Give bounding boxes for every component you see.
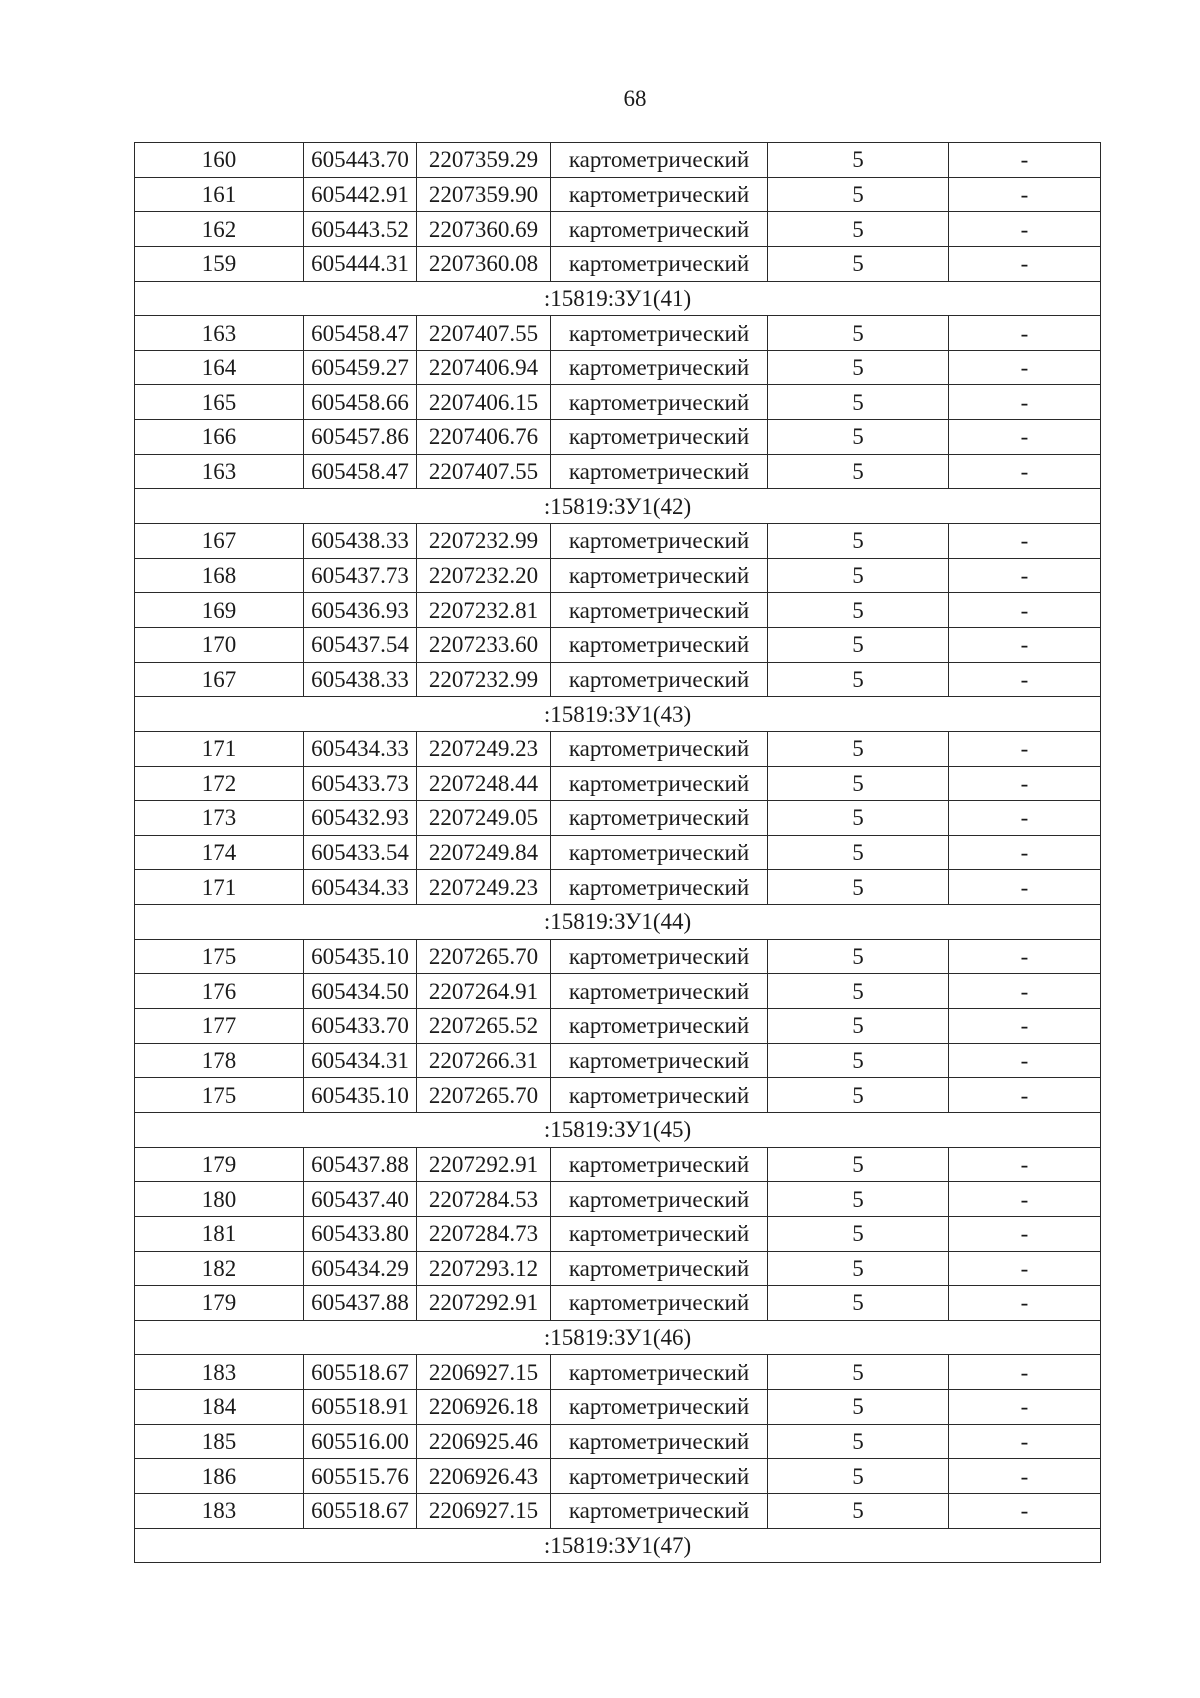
description-cell: - bbox=[949, 593, 1101, 628]
table-row bbox=[135, 350, 1101, 385]
description-cell: - bbox=[949, 454, 1101, 489]
table-row bbox=[135, 974, 1101, 1009]
method-cell: картометрический bbox=[551, 420, 768, 455]
x-coordinate-cell: 605516.00 bbox=[304, 1424, 417, 1459]
point-number-cell: 167 bbox=[135, 524, 304, 559]
y-coordinate-cell: 2207284.53 bbox=[417, 1182, 551, 1217]
accuracy-cell: 5 bbox=[768, 558, 949, 593]
table-row bbox=[135, 731, 1101, 766]
method-cell: картометрический bbox=[551, 662, 768, 697]
description-cell: - bbox=[949, 974, 1101, 1009]
table-row bbox=[135, 1493, 1101, 1528]
x-coordinate-cell: 605444.31 bbox=[304, 246, 417, 281]
description-cell: - bbox=[949, 835, 1101, 870]
section-header-row bbox=[135, 1528, 1101, 1563]
table-row bbox=[135, 1078, 1101, 1113]
accuracy-cell: 5 bbox=[768, 1286, 949, 1321]
point-number-cell: 170 bbox=[135, 627, 304, 662]
x-coordinate-cell: 605432.93 bbox=[304, 801, 417, 836]
section-header-label: :15819:ЗУ1(44) bbox=[135, 905, 1101, 940]
method-cell: картометрический bbox=[551, 350, 768, 385]
point-number-cell: 169 bbox=[135, 593, 304, 628]
table-row bbox=[135, 316, 1101, 351]
x-coordinate-cell: 605438.33 bbox=[304, 662, 417, 697]
x-coordinate-cell: 605437.88 bbox=[304, 1147, 417, 1182]
method-cell: картометрический bbox=[551, 1355, 768, 1390]
page-number: 68 bbox=[623, 86, 647, 111]
accuracy-cell: 5 bbox=[768, 939, 949, 974]
accuracy-cell: 5 bbox=[768, 662, 949, 697]
y-coordinate-cell: 2207249.23 bbox=[417, 731, 551, 766]
table-row bbox=[135, 593, 1101, 628]
accuracy-cell: 5 bbox=[768, 870, 949, 905]
point-number-cell: 160 bbox=[135, 143, 304, 178]
method-cell: картометрический bbox=[551, 524, 768, 559]
x-coordinate-cell: 605435.10 bbox=[304, 1078, 417, 1113]
description-cell: - bbox=[949, 627, 1101, 662]
x-coordinate-cell: 605458.47 bbox=[304, 316, 417, 351]
accuracy-cell: 5 bbox=[768, 627, 949, 662]
section-header-row bbox=[135, 905, 1101, 940]
method-cell: картометрический bbox=[551, 1216, 768, 1251]
description-cell: - bbox=[949, 1216, 1101, 1251]
method-cell: картометрический bbox=[551, 974, 768, 1009]
section-header-row bbox=[135, 1320, 1101, 1355]
table-row bbox=[135, 939, 1101, 974]
y-coordinate-cell: 2207248.44 bbox=[417, 766, 551, 801]
y-coordinate-cell: 2207292.91 bbox=[417, 1147, 551, 1182]
table-row bbox=[135, 627, 1101, 662]
method-cell: картометрический bbox=[551, 1251, 768, 1286]
point-number-cell: 175 bbox=[135, 1078, 304, 1113]
x-coordinate-cell: 605434.50 bbox=[304, 974, 417, 1009]
description-cell: - bbox=[949, 939, 1101, 974]
y-coordinate-cell: 2207232.81 bbox=[417, 593, 551, 628]
table-row bbox=[135, 766, 1101, 801]
point-number-cell: 164 bbox=[135, 350, 304, 385]
accuracy-cell: 5 bbox=[768, 801, 949, 836]
description-cell: - bbox=[949, 1286, 1101, 1321]
table-row bbox=[135, 1251, 1101, 1286]
method-cell: картометрический bbox=[551, 454, 768, 489]
point-number-cell: 179 bbox=[135, 1147, 304, 1182]
x-coordinate-cell: 605435.10 bbox=[304, 939, 417, 974]
point-number-cell: 175 bbox=[135, 939, 304, 974]
description-cell: - bbox=[949, 1424, 1101, 1459]
description-cell: - bbox=[949, 1182, 1101, 1217]
table-row bbox=[135, 1216, 1101, 1251]
accuracy-cell: 5 bbox=[768, 1043, 949, 1078]
y-coordinate-cell: 2207249.84 bbox=[417, 835, 551, 870]
accuracy-cell: 5 bbox=[768, 316, 949, 351]
table-row bbox=[135, 454, 1101, 489]
description-cell: - bbox=[949, 177, 1101, 212]
y-coordinate-cell: 2207232.99 bbox=[417, 662, 551, 697]
x-coordinate-cell: 605437.54 bbox=[304, 627, 417, 662]
accuracy-cell: 5 bbox=[768, 1216, 949, 1251]
accuracy-cell: 5 bbox=[768, 143, 949, 178]
y-coordinate-cell: 2207359.90 bbox=[417, 177, 551, 212]
x-coordinate-cell: 605433.70 bbox=[304, 1009, 417, 1044]
point-number-cell: 168 bbox=[135, 558, 304, 593]
method-cell: картометрический bbox=[551, 316, 768, 351]
accuracy-cell: 5 bbox=[768, 974, 949, 1009]
description-cell: - bbox=[949, 1009, 1101, 1044]
x-coordinate-cell: 605437.40 bbox=[304, 1182, 417, 1217]
table-row bbox=[135, 246, 1101, 281]
method-cell: картометрический bbox=[551, 870, 768, 905]
x-coordinate-cell: 605518.67 bbox=[304, 1355, 417, 1390]
point-number-cell: 183 bbox=[135, 1493, 304, 1528]
accuracy-cell: 5 bbox=[768, 1251, 949, 1286]
accuracy-cell: 5 bbox=[768, 1078, 949, 1113]
table-row bbox=[135, 212, 1101, 247]
accuracy-cell: 5 bbox=[768, 177, 949, 212]
section-header-label: :15819:ЗУ1(47) bbox=[135, 1528, 1101, 1563]
point-number-cell: 167 bbox=[135, 662, 304, 697]
accuracy-cell: 5 bbox=[768, 454, 949, 489]
y-coordinate-cell: 2207406.76 bbox=[417, 420, 551, 455]
method-cell: картометрический bbox=[551, 1390, 768, 1425]
x-coordinate-cell: 605458.47 bbox=[304, 454, 417, 489]
y-coordinate-cell: 2207293.12 bbox=[417, 1251, 551, 1286]
method-cell: картометрический bbox=[551, 1078, 768, 1113]
coordinates-table bbox=[134, 142, 1101, 1563]
description-cell: - bbox=[949, 1147, 1101, 1182]
point-number-cell: 181 bbox=[135, 1216, 304, 1251]
accuracy-cell: 5 bbox=[768, 385, 949, 420]
y-coordinate-cell: 2207264.91 bbox=[417, 974, 551, 1009]
method-cell: картометрический bbox=[551, 177, 768, 212]
description-cell: - bbox=[949, 1078, 1101, 1113]
table-row bbox=[135, 1182, 1101, 1217]
x-coordinate-cell: 605434.33 bbox=[304, 731, 417, 766]
coordinates-table-body bbox=[135, 143, 1101, 1563]
point-number-cell: 183 bbox=[135, 1355, 304, 1390]
method-cell: картометрический bbox=[551, 1043, 768, 1078]
y-coordinate-cell: 2207359.29 bbox=[417, 143, 551, 178]
description-cell: - bbox=[949, 316, 1101, 351]
method-cell: картометрический bbox=[551, 627, 768, 662]
table-row bbox=[135, 835, 1101, 870]
y-coordinate-cell: 2207233.60 bbox=[417, 627, 551, 662]
section-header-row bbox=[135, 1112, 1101, 1147]
section-header-label: :15819:ЗУ1(45) bbox=[135, 1112, 1101, 1147]
method-cell: картометрический bbox=[551, 1009, 768, 1044]
table-row bbox=[135, 524, 1101, 559]
method-cell: картометрический bbox=[551, 385, 768, 420]
x-coordinate-cell: 605433.73 bbox=[304, 766, 417, 801]
method-cell: картометрический bbox=[551, 143, 768, 178]
section-header-row bbox=[135, 281, 1101, 316]
x-coordinate-cell: 605434.31 bbox=[304, 1043, 417, 1078]
accuracy-cell: 5 bbox=[768, 1493, 949, 1528]
method-cell: картометрический bbox=[551, 939, 768, 974]
point-number-cell: 180 bbox=[135, 1182, 304, 1217]
accuracy-cell: 5 bbox=[768, 1390, 949, 1425]
x-coordinate-cell: 605438.33 bbox=[304, 524, 417, 559]
x-coordinate-cell: 605459.27 bbox=[304, 350, 417, 385]
point-number-cell: 171 bbox=[135, 870, 304, 905]
accuracy-cell: 5 bbox=[768, 766, 949, 801]
y-coordinate-cell: 2207406.94 bbox=[417, 350, 551, 385]
table-row bbox=[135, 1009, 1101, 1044]
point-number-cell: 159 bbox=[135, 246, 304, 281]
method-cell: картометрический bbox=[551, 593, 768, 628]
point-number-cell: 166 bbox=[135, 420, 304, 455]
description-cell: - bbox=[949, 1390, 1101, 1425]
point-number-cell: 163 bbox=[135, 316, 304, 351]
description-cell: - bbox=[949, 212, 1101, 247]
method-cell: картометрический bbox=[551, 766, 768, 801]
x-coordinate-cell: 605433.54 bbox=[304, 835, 417, 870]
point-number-cell: 172 bbox=[135, 766, 304, 801]
table-row bbox=[135, 1390, 1101, 1425]
point-number-cell: 177 bbox=[135, 1009, 304, 1044]
y-coordinate-cell: 2207406.15 bbox=[417, 385, 551, 420]
section-header-label: :15819:ЗУ1(43) bbox=[135, 697, 1101, 732]
table-row bbox=[135, 1147, 1101, 1182]
accuracy-cell: 5 bbox=[768, 1009, 949, 1044]
description-cell: - bbox=[949, 385, 1101, 420]
accuracy-cell: 5 bbox=[768, 1182, 949, 1217]
table-row bbox=[135, 1043, 1101, 1078]
accuracy-cell: 5 bbox=[768, 731, 949, 766]
point-number-cell: 171 bbox=[135, 731, 304, 766]
x-coordinate-cell: 605457.86 bbox=[304, 420, 417, 455]
description-cell: - bbox=[949, 870, 1101, 905]
accuracy-cell: 5 bbox=[768, 1147, 949, 1182]
y-coordinate-cell: 2206927.15 bbox=[417, 1355, 551, 1390]
point-number-cell: 179 bbox=[135, 1286, 304, 1321]
table-row bbox=[135, 385, 1101, 420]
x-coordinate-cell: 605434.29 bbox=[304, 1251, 417, 1286]
point-number-cell: 174 bbox=[135, 835, 304, 870]
x-coordinate-cell: 605437.73 bbox=[304, 558, 417, 593]
method-cell: картометрический bbox=[551, 1459, 768, 1494]
method-cell: картометрический bbox=[551, 835, 768, 870]
point-number-cell: 186 bbox=[135, 1459, 304, 1494]
y-coordinate-cell: 2207265.70 bbox=[417, 1078, 551, 1113]
y-coordinate-cell: 2206927.15 bbox=[417, 1493, 551, 1528]
description-cell: - bbox=[949, 524, 1101, 559]
x-coordinate-cell: 605433.80 bbox=[304, 1216, 417, 1251]
x-coordinate-cell: 605515.76 bbox=[304, 1459, 417, 1494]
accuracy-cell: 5 bbox=[768, 1459, 949, 1494]
x-coordinate-cell: 605443.70 bbox=[304, 143, 417, 178]
y-coordinate-cell: 2207249.23 bbox=[417, 870, 551, 905]
y-coordinate-cell: 2207266.31 bbox=[417, 1043, 551, 1078]
y-coordinate-cell: 2207292.91 bbox=[417, 1286, 551, 1321]
x-coordinate-cell: 605436.93 bbox=[304, 593, 417, 628]
accuracy-cell: 5 bbox=[768, 212, 949, 247]
y-coordinate-cell: 2207407.55 bbox=[417, 316, 551, 351]
point-number-cell: 163 bbox=[135, 454, 304, 489]
point-number-cell: 178 bbox=[135, 1043, 304, 1078]
section-header-label: :15819:ЗУ1(46) bbox=[135, 1320, 1101, 1355]
x-coordinate-cell: 605518.91 bbox=[304, 1390, 417, 1425]
description-cell: - bbox=[949, 350, 1101, 385]
y-coordinate-cell: 2207249.05 bbox=[417, 801, 551, 836]
point-number-cell: 173 bbox=[135, 801, 304, 836]
table-row bbox=[135, 177, 1101, 212]
accuracy-cell: 5 bbox=[768, 420, 949, 455]
table-row bbox=[135, 1286, 1101, 1321]
description-cell: - bbox=[949, 662, 1101, 697]
accuracy-cell: 5 bbox=[768, 1424, 949, 1459]
description-cell: - bbox=[949, 1459, 1101, 1494]
accuracy-cell: 5 bbox=[768, 835, 949, 870]
method-cell: картометрический bbox=[551, 558, 768, 593]
section-header-row bbox=[135, 697, 1101, 732]
section-header-label: :15819:ЗУ1(42) bbox=[135, 489, 1101, 524]
y-coordinate-cell: 2207407.55 bbox=[417, 454, 551, 489]
description-cell: - bbox=[949, 1493, 1101, 1528]
x-coordinate-cell: 605442.91 bbox=[304, 177, 417, 212]
point-number-cell: 162 bbox=[135, 212, 304, 247]
description-cell: - bbox=[949, 246, 1101, 281]
y-coordinate-cell: 2207232.99 bbox=[417, 524, 551, 559]
description-cell: - bbox=[949, 143, 1101, 178]
y-coordinate-cell: 2206926.43 bbox=[417, 1459, 551, 1494]
x-coordinate-cell: 605443.52 bbox=[304, 212, 417, 247]
method-cell: картометрический bbox=[551, 731, 768, 766]
description-cell: - bbox=[949, 420, 1101, 455]
table-row bbox=[135, 420, 1101, 455]
point-number-cell: 161 bbox=[135, 177, 304, 212]
method-cell: картометрический bbox=[551, 1424, 768, 1459]
description-cell: - bbox=[949, 1355, 1101, 1390]
description-cell: - bbox=[949, 766, 1101, 801]
point-number-cell: 185 bbox=[135, 1424, 304, 1459]
x-coordinate-cell: 605437.88 bbox=[304, 1286, 417, 1321]
method-cell: картометрический bbox=[551, 212, 768, 247]
point-number-cell: 165 bbox=[135, 385, 304, 420]
y-coordinate-cell: 2207360.69 bbox=[417, 212, 551, 247]
description-cell: - bbox=[949, 1251, 1101, 1286]
y-coordinate-cell: 2207284.73 bbox=[417, 1216, 551, 1251]
accuracy-cell: 5 bbox=[768, 593, 949, 628]
x-coordinate-cell: 605458.66 bbox=[304, 385, 417, 420]
accuracy-cell: 5 bbox=[768, 350, 949, 385]
section-header-row bbox=[135, 489, 1101, 524]
accuracy-cell: 5 bbox=[768, 1355, 949, 1390]
description-cell: - bbox=[949, 731, 1101, 766]
y-coordinate-cell: 2207265.52 bbox=[417, 1009, 551, 1044]
y-coordinate-cell: 2206926.18 bbox=[417, 1390, 551, 1425]
method-cell: картометрический bbox=[551, 1147, 768, 1182]
table-row bbox=[135, 1424, 1101, 1459]
point-number-cell: 182 bbox=[135, 1251, 304, 1286]
accuracy-cell: 5 bbox=[768, 524, 949, 559]
point-number-cell: 176 bbox=[135, 974, 304, 1009]
description-cell: - bbox=[949, 801, 1101, 836]
y-coordinate-cell: 2207232.20 bbox=[417, 558, 551, 593]
table-row bbox=[135, 1355, 1101, 1390]
table-row bbox=[135, 870, 1101, 905]
x-coordinate-cell: 605434.33 bbox=[304, 870, 417, 905]
table-row bbox=[135, 1459, 1101, 1494]
accuracy-cell: 5 bbox=[768, 246, 949, 281]
table-row bbox=[135, 662, 1101, 697]
method-cell: картометрический bbox=[551, 1493, 768, 1528]
y-coordinate-cell: 2207360.08 bbox=[417, 246, 551, 281]
table-row bbox=[135, 143, 1101, 178]
point-number-cell: 184 bbox=[135, 1390, 304, 1425]
description-cell: - bbox=[949, 558, 1101, 593]
y-coordinate-cell: 2207265.70 bbox=[417, 939, 551, 974]
y-coordinate-cell: 2206925.46 bbox=[417, 1424, 551, 1459]
method-cell: картометрический bbox=[551, 1182, 768, 1217]
table-row bbox=[135, 801, 1101, 836]
method-cell: картометрический bbox=[551, 801, 768, 836]
description-cell: - bbox=[949, 1043, 1101, 1078]
method-cell: картометрический bbox=[551, 1286, 768, 1321]
section-header-label: :15819:ЗУ1(41) bbox=[135, 281, 1101, 316]
x-coordinate-cell: 605518.67 bbox=[304, 1493, 417, 1528]
method-cell: картометрический bbox=[551, 246, 768, 281]
table-row bbox=[135, 558, 1101, 593]
